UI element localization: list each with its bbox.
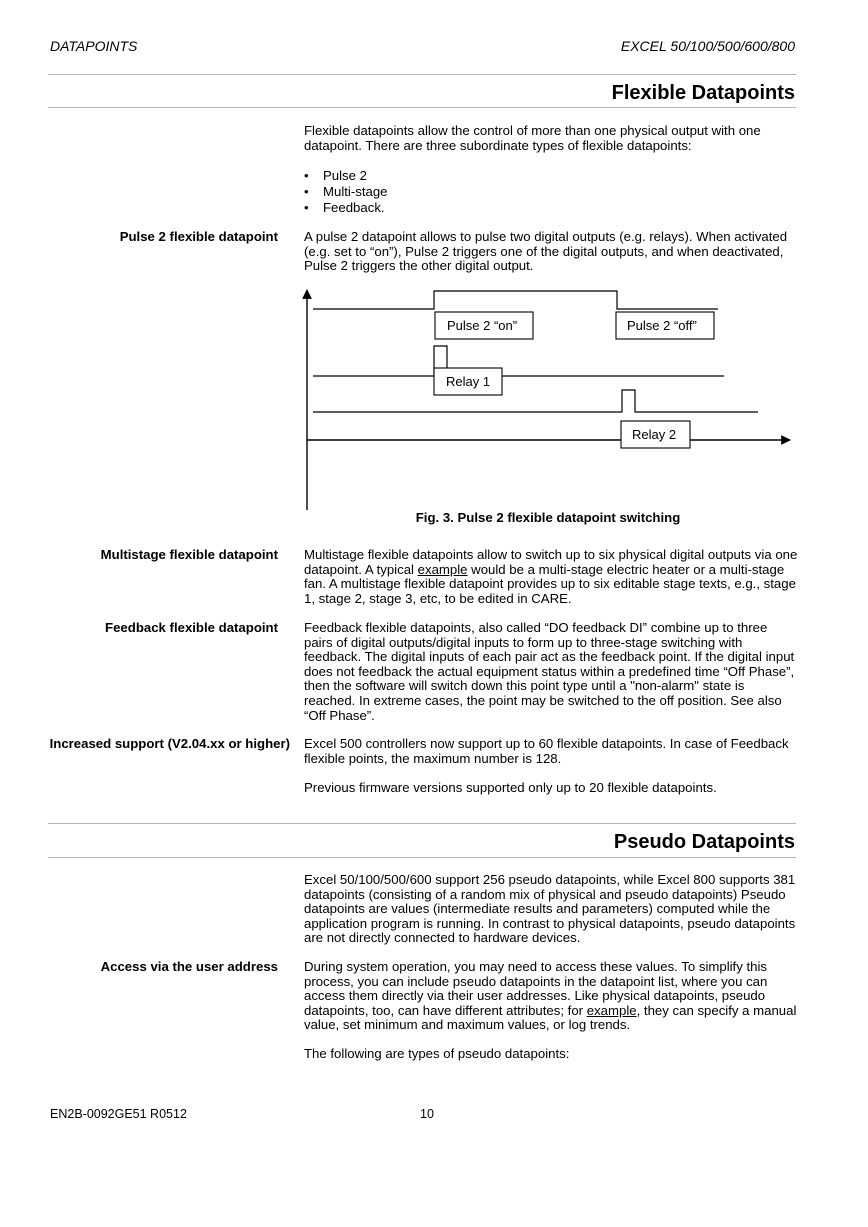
section-rule-top: [48, 74, 796, 75]
feedback-paragraph: Feedback flexible datapoints, also called “DO feedback DI” combine up to three pairs of digital outputs/digital inputs to form up to three-stage switching with feedback. The digital inputs of each pair act as the feedback point. If the digital input does not feedback the actual equipment status within a predefined time “Off Phase”, then the software will switch down this point type until a "non-alarm" state is reached. In extreme cases, the point may be switched to the off position. See also “Off Phase”.: [304, 620, 795, 723]
example-link[interactable]: example: [586, 1002, 637, 1018]
side-heading-feedback: Feedback flexible datapoint: [105, 620, 278, 635]
running-header-right: EXCEL 50/100/500/600/800: [620, 38, 795, 54]
list-item: • Multi-stage: [304, 184, 388, 200]
svg-text:Relay 2: Relay 2: [632, 427, 677, 442]
relay2-signal: [313, 390, 758, 412]
section-rule-bottom: [48, 857, 796, 858]
side-heading-pulse2: Pulse 2 flexible datapoint: [119, 229, 278, 244]
example-link[interactable]: example: [417, 561, 468, 577]
pulse2-paragraph: A pulse 2 datapoint allows to pulse two digital outputs (e.g. relays). When activated (e.g. set to “on”), Pulse 2 triggers one of the digital outputs, and when deactivated, Pulse 2 triggers the other digital output.: [304, 229, 788, 274]
flexible-intro: Flexible datapoints allow the control of more than one physical output with one datapoint. There are three subordinate types of flexible datapoints:: [304, 123, 761, 153]
figure-caption: Fig. 3. Pulse 2 flexible datapoint switching: [415, 510, 681, 525]
footer-document-number: EN2B-0092GE51 R0512: [50, 1107, 187, 1121]
access-paragraph: During system operation, you may need to access these values. To simplify this process, you can include pseudo datapoints in the datapoint list, where you can access them directly via their user addresses. Like physical datapoints, pseudo datapoints, too, can have different attributes; for example, they can specify a manual value, set minimum and maximum values, or log trends.: [304, 959, 797, 1033]
section-title-flexible: Flexible Datapoints: [611, 82, 795, 104]
side-heading-access: Access via the user address: [100, 959, 278, 974]
pseudo-intro: Excel 50/100/500/600 support 256 pseudo datapoints, while Excel 800 supports 381 datapoints (consisting of a random mix of physical and pseudo datapoints) Pseudo datapoints are values (intermediate results and parameters) computed while the application program is running. In contrast to physical datapoints, pseudo datapoints are not directly connected to hardware devices.: [304, 872, 796, 946]
section-rule-bottom: [48, 107, 796, 108]
relay1-box: [434, 368, 502, 395]
list-item: • Feedback.: [304, 200, 388, 216]
svg-text:Pulse 2 “off”: Pulse 2 “off”: [627, 318, 697, 333]
side-heading-multistage: Multistage flexible datapoint: [100, 547, 278, 562]
pulse2-timing-diagram: [290, 280, 810, 516]
previous-firmware-paragraph: Previous firmware versions supported only up to 20 flexible datapoints.: [304, 780, 717, 795]
relay1-signal: [313, 346, 724, 376]
relay2-box: [621, 421, 690, 448]
svg-text:Pulse 2 “on”: Pulse 2 “on”: [447, 318, 518, 333]
section-title-pseudo: Pseudo Datapoints: [613, 831, 795, 853]
flexible-types-list: [304, 168, 388, 216]
svg-text:Relay 1: Relay 1: [446, 374, 491, 389]
page-number: 10: [420, 1107, 434, 1121]
pulse2-off-box: [616, 312, 714, 339]
running-header-left: DATAPOINTS: [50, 38, 138, 54]
pulse2-state-signal: [313, 291, 718, 309]
pseudo-types-lead: The following are types of pseudo datapoints:: [304, 1046, 570, 1061]
list-item: • Pulse 2: [304, 168, 388, 184]
multistage-paragraph: Multistage flexible datapoints allow to switch up to six physical digital outputs via one datapoint. A typical example would be a multi-stage electric heater or a multi-stage fan. A multistage flexible datapoint provides up to six editable stage texts, e.g., stage 1, stage 2, stage 3, etc, to be edited in CARE.: [304, 547, 798, 606]
increased-support-paragraph: Excel 500 controllers now support up to 60 flexible datapoints. In case of Feedback flexible points, the maximum number is 128.: [304, 736, 789, 766]
side-heading-increased-support: Increased support (V2.04.xx or higher): [49, 736, 290, 751]
pulse2-on-box: [435, 312, 533, 339]
section-rule-top: [48, 823, 796, 824]
